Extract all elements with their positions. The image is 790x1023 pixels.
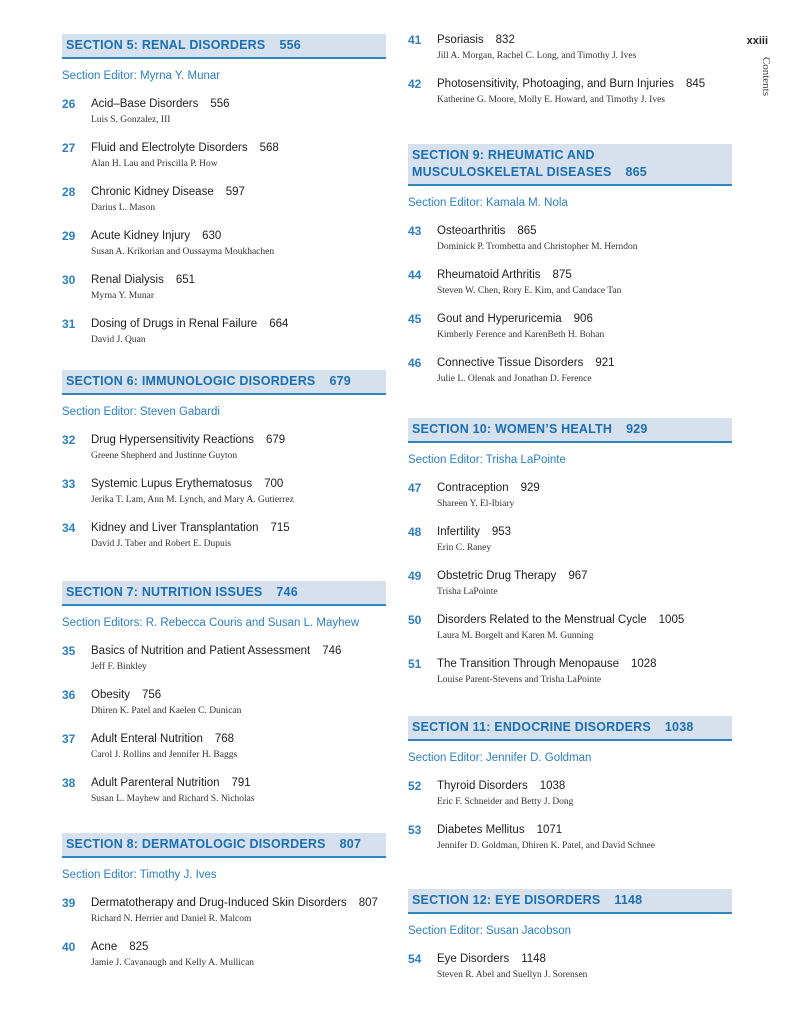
chapter-title-line <box>437 224 732 238</box>
chapter-authors: Myrna Y. Munar <box>91 291 155 301</box>
chapter-page: 1028 <box>630 658 657 670</box>
section-editor: Section Editor: Jennifer D. Goldman <box>408 752 592 764</box>
chapter-authors: Julie L. Olenak and Jonathan D. Ference <box>437 374 592 384</box>
chapter-authors: Darius L. Mason <box>91 203 156 213</box>
chapter-entry <box>408 613 732 642</box>
chapter-number: 27 <box>62 141 76 155</box>
chapter-title-line <box>91 273 386 287</box>
chapter-page: 845 <box>685 78 706 90</box>
chapter-list <box>408 481 732 686</box>
chapter-title-line <box>437 952 732 966</box>
chapter-title-line <box>437 312 732 326</box>
chapter-title-line <box>91 896 386 910</box>
chapter-page: 568 <box>259 142 279 154</box>
chapter-title-line <box>91 477 386 491</box>
chapter-number: 47 <box>408 481 422 495</box>
chapter-title-line <box>91 229 386 243</box>
chapter-page: 929 <box>520 482 540 494</box>
chapter-authors: David J. Quan <box>91 335 146 345</box>
chapter-number: 34 <box>62 521 76 535</box>
section-title-line-1: SECTION 9: RHEUMATIC AND <box>412 148 595 162</box>
section-editor: Section Editor: Steven Gabardi <box>62 406 220 418</box>
chapter-authors: Steven W. Chen, Rory E. Kim, and Candace Tan <box>437 286 622 296</box>
page-number: xxiii <box>746 35 768 47</box>
chapter-title: Photosensitivity, Photoaging, and Burn Injuries <box>437 78 674 90</box>
chapter-number: 35 <box>62 644 76 658</box>
chapter-title: Connective Tissue Disorders <box>437 357 584 369</box>
chapter-authors: Jill A. Morgan, Rachel C. Long, and Timothy J. Ives <box>437 51 637 61</box>
chapter-title: Adult Enteral Nutrition <box>91 733 203 745</box>
chapter-title: Acid–Base Disorders <box>91 98 199 110</box>
chapter-page: 832 <box>495 34 515 46</box>
chapter-entry <box>62 229 386 258</box>
section-editor: Section Editor: Myrna Y. Munar <box>62 70 221 82</box>
chapter-entry <box>62 97 386 126</box>
chapter-number: 28 <box>62 185 76 199</box>
chapter-list <box>62 896 386 969</box>
section-7 <box>62 581 386 805</box>
chapter-number: 48 <box>408 525 422 539</box>
chapter-title: Obstetric Drug Therapy <box>437 570 557 582</box>
chapter-page: 651 <box>175 274 196 286</box>
chapter-title-line <box>91 433 386 447</box>
section-page: 807 <box>339 837 362 851</box>
chapter-list <box>62 644 386 805</box>
chapter-authors: Laura M. Borgelt and Karen M. Gunning <box>437 631 594 641</box>
chapter-list <box>408 779 732 852</box>
section-header <box>408 716 732 741</box>
chapter-list <box>408 224 732 385</box>
section-11 <box>408 716 732 852</box>
chapter-number: 44 <box>408 268 422 282</box>
chapter-entry <box>62 896 386 925</box>
chapter-title: Osteoarthritis <box>437 225 506 237</box>
chapter-number: 49 <box>408 569 422 583</box>
chapter-number: 46 <box>408 356 422 370</box>
chapter-list <box>408 33 732 106</box>
chapter-authors: David J. Taber and Robert E. Dupuis <box>91 539 232 549</box>
chapter-authors: Richard N. Herrier and Daniel R. Malcom <box>91 914 252 924</box>
chapter-number: 43 <box>408 224 422 238</box>
chapter-number: 37 <box>62 732 76 746</box>
chapter-page: 921 <box>595 357 615 369</box>
chapter-title-line <box>91 521 386 535</box>
chapter-title: Psoriasis <box>437 34 484 46</box>
chapter-title-line <box>437 33 732 47</box>
chapter-number: 33 <box>62 477 76 491</box>
chapter-entry <box>62 477 386 506</box>
chapter-authors: Carol J. Rollins and Jennifer H. Baggs <box>91 750 238 760</box>
chapter-authors: Trisha LaPointe <box>437 587 498 597</box>
chapter-title-line <box>437 77 732 91</box>
chapter-entry <box>62 776 386 805</box>
chapter-page: 597 <box>225 186 245 198</box>
chapter-title: Dermatotherapy and Drug-Induced Skin Disorders <box>91 897 347 909</box>
chapter-page: 967 <box>568 570 588 582</box>
section-title: SECTION 8: DERMATOLOGIC DISORDERS <box>66 837 326 851</box>
section-page: 929 <box>626 422 648 436</box>
chapter-authors: Dhiren K. Patel and Kaelen C. Dunican <box>91 706 242 716</box>
section-page: 746 <box>276 585 298 599</box>
chapter-title: Gout and Hyperuricemia <box>437 313 562 325</box>
chapter-authors: Susan L. Mayhew and Richard S. Nicholas <box>91 794 255 804</box>
chapter-list <box>62 97 386 346</box>
section-title: SECTION 7: NUTRITION ISSUES <box>66 585 263 599</box>
chapter-title: Renal Dialysis <box>91 274 164 286</box>
chapter-title-line <box>437 823 732 837</box>
chapter-title: Kidney and Liver Transplantation <box>91 522 259 534</box>
section-editor: Section Editor: Susan Jacobson <box>408 925 572 937</box>
section-editor: Section Editor: Trisha LaPointe <box>408 454 566 466</box>
chapter-authors: Erin C. Raney <box>437 543 492 553</box>
chapter-number: 53 <box>408 823 422 837</box>
chapter-number: 36 <box>62 688 76 702</box>
chapter-number: 26 <box>62 97 76 111</box>
chapter-title: Rheumatoid Arthritis <box>437 269 541 281</box>
chapter-entry <box>408 952 732 981</box>
chapter-number: 40 <box>62 940 76 954</box>
section-title: SECTION 10: WOMEN’S HEALTH <box>412 422 613 436</box>
chapter-number: 41 <box>408 33 422 47</box>
chapter-authors: Katherine G. Moore, Molly E. Howard, and Timothy J. Ives <box>437 95 665 105</box>
section-header <box>62 581 386 606</box>
chapter-title: Chronic Kidney Disease <box>91 186 214 198</box>
chapter-number: 38 <box>62 776 76 790</box>
section-header <box>408 144 732 186</box>
chapter-title: Drug Hypersensitivity Reactions <box>91 434 254 446</box>
chapter-authors: Shareen Y. El-Ibiary <box>437 499 515 509</box>
chapter-authors: Kimberly Ference and KarenBeth H. Bohan <box>437 330 605 340</box>
chapter-page: 953 <box>491 526 512 538</box>
section-header <box>408 418 732 443</box>
chapter-entry <box>62 317 386 346</box>
chapter-entry <box>62 433 386 462</box>
section-title: SECTION 6: IMMUNOLOGIC DISORDERS <box>66 374 316 388</box>
running-head: Contents <box>760 56 772 96</box>
section-header <box>62 34 386 59</box>
section-page: 1148 <box>614 893 643 907</box>
chapter-title: Infertility <box>437 526 480 538</box>
chapter-title: Obesity <box>91 689 130 701</box>
chapter-number: 54 <box>408 952 422 966</box>
chapter-title-line <box>91 940 386 954</box>
chapter-page: 906 <box>573 313 593 325</box>
chapter-number: 51 <box>408 657 422 671</box>
section-title: SECTION 11: ENDOCRINE DISORDERS <box>412 720 651 734</box>
chapter-title: Acne <box>91 941 118 953</box>
chapter-title-line <box>91 185 386 199</box>
chapter-entry <box>408 33 732 62</box>
chapter-number: 45 <box>408 312 422 326</box>
chapter-number: 32 <box>62 433 76 447</box>
chapter-title: Acute Kidney Injury <box>91 230 191 242</box>
chapter-page: 630 <box>202 230 222 242</box>
chapter-entry <box>62 688 386 717</box>
chapter-title-line <box>437 657 732 671</box>
chapter-page: 715 <box>270 522 290 534</box>
chapter-entry <box>408 312 732 341</box>
section-6 <box>62 370 386 550</box>
section-editor: Section Editor: Kamala M. Nola <box>408 197 568 209</box>
chapter-authors: Susan A. Krikorian and Oussayma Moukhachen <box>91 247 275 257</box>
chapter-authors: Jeff F. Binkley <box>91 662 147 672</box>
chapter-page: 556 <box>210 98 230 110</box>
chapter-page: 679 <box>265 434 286 446</box>
chapter-number: 29 <box>62 229 76 243</box>
chapter-entry <box>408 657 732 686</box>
chapter-authors: Dominick P. Trombetta and Christopher M. Herndon <box>437 242 638 252</box>
chapter-authors: Jerika T. Lam, Ann M. Lynch, and Mary A. Gutierrez <box>91 495 294 505</box>
chapter-entry <box>408 481 732 510</box>
chapter-title: Adult Parenteral Nutrition <box>91 777 220 789</box>
chapter-entry <box>62 644 386 673</box>
section-title: SECTION 12: EYE DISORDERS <box>412 893 601 907</box>
section-8 <box>62 833 386 969</box>
chapter-entry <box>408 356 732 385</box>
chapter-entry <box>62 521 386 550</box>
section-10 <box>408 418 732 686</box>
section-title-line-2: MUSCULOSKELETAL DISEASES <box>412 165 612 179</box>
chapter-page: 768 <box>214 733 235 745</box>
chapter-entry <box>62 141 386 170</box>
chapter-entry <box>62 940 386 969</box>
chapter-title: Eye Disorders <box>437 953 510 965</box>
chapter-title: Dosing of Drugs in Renal Failure <box>91 318 258 330</box>
chapter-page: 807 <box>358 897 378 909</box>
chapter-page: 865 <box>517 225 537 237</box>
chapter-page: 825 <box>129 941 149 953</box>
chapter-entry <box>408 224 732 253</box>
chapter-title-line <box>437 525 732 539</box>
chapter-title: Thyroid Disorders <box>437 780 528 792</box>
section-header <box>62 833 386 858</box>
section-page: 556 <box>279 38 301 52</box>
chapter-number: 30 <box>62 273 76 287</box>
chapter-number: 39 <box>62 896 76 910</box>
chapter-title-line <box>91 97 386 111</box>
chapter-title: Fluid and Electrolyte Disorders <box>91 142 248 154</box>
chapter-title-line <box>437 779 732 793</box>
chapter-title-line <box>437 356 732 370</box>
section-12 <box>408 889 732 981</box>
section-8-continued <box>408 33 732 106</box>
chapter-page: 664 <box>269 318 289 330</box>
chapter-authors: Louise Parent-Stevens and Trisha LaPointe <box>437 675 602 685</box>
chapter-entry <box>408 569 732 598</box>
chapter-page: 1071 <box>536 824 563 836</box>
chapter-authors: Alan H. Lau and Priscilla P. How <box>91 159 218 169</box>
chapter-entry <box>62 732 386 761</box>
chapter-authors: Jamie J. Cavanaugh and Kelly A. Mullican <box>91 958 255 968</box>
chapter-authors: Eric F. Schneider and Betty J. Dong <box>437 797 574 807</box>
section-header <box>62 370 386 395</box>
chapter-title-line <box>91 141 386 155</box>
chapter-title-line <box>91 644 386 658</box>
section-page: 865 <box>625 165 647 179</box>
section-title: SECTION 5: RENAL DISORDERS <box>66 38 266 52</box>
chapter-page: 791 <box>231 777 251 789</box>
chapter-authors: Greene Shepherd and Justinne Guyton <box>91 451 238 461</box>
chapter-page: 746 <box>322 645 342 657</box>
chapter-entry <box>408 268 732 297</box>
chapter-title: Disorders Related to the Menstrual Cycle <box>437 614 647 626</box>
chapter-entry <box>62 185 386 214</box>
section-page: 679 <box>329 374 351 388</box>
chapter-title: Diabetes Mellitus <box>437 824 525 836</box>
chapter-list <box>408 952 732 981</box>
chapter-title: Systemic Lupus Erythematosus <box>91 478 253 490</box>
chapter-title: Basics of Nutrition and Patient Assessment <box>91 645 311 657</box>
chapter-entry <box>62 273 386 302</box>
section-9 <box>408 144 732 385</box>
chapter-page: 1038 <box>539 780 566 792</box>
chapter-title-line <box>91 732 386 746</box>
chapter-authors: Steven R. Abel and Suellyn J. Sorensen <box>437 970 588 980</box>
chapter-title-line <box>91 776 386 790</box>
chapter-title-line <box>437 613 732 627</box>
chapter-title-line <box>437 268 732 282</box>
chapter-number: 31 <box>62 317 76 331</box>
section-editor: Section Editor: Timothy J. Ives <box>62 869 217 881</box>
section-header <box>408 889 732 914</box>
chapter-entry <box>408 779 732 808</box>
chapter-title: Contraception <box>437 482 509 494</box>
chapter-title: The Transition Through Menopause <box>437 658 619 670</box>
chapter-entry <box>408 77 732 106</box>
chapter-page: 1005 <box>658 614 685 626</box>
section-page: 1038 <box>664 720 694 734</box>
chapter-page: 875 <box>552 269 572 281</box>
chapter-entry <box>408 823 732 852</box>
chapter-authors: Luis S. Gonzalez, III <box>91 115 171 125</box>
chapter-number: 50 <box>408 613 422 627</box>
section-5 <box>62 34 386 346</box>
chapter-list <box>62 433 386 550</box>
section-editor: Section Editors: R. Rebecca Couris and Susan L. Mayhew <box>62 617 360 629</box>
chapter-authors: Jennifer D. Goldman, Dhiren K. Patel, and David Schnee <box>437 841 655 851</box>
chapter-title-line <box>437 481 732 495</box>
chapter-title-line <box>91 317 386 331</box>
chapter-entry <box>408 525 732 554</box>
chapter-title-line <box>91 688 386 702</box>
chapter-page: 1148 <box>521 953 546 965</box>
chapter-number: 52 <box>408 779 422 793</box>
chapter-page: 756 <box>142 689 162 701</box>
chapter-title-line <box>437 569 732 583</box>
chapter-page: 700 <box>264 478 284 490</box>
chapter-number: 42 <box>408 77 422 91</box>
